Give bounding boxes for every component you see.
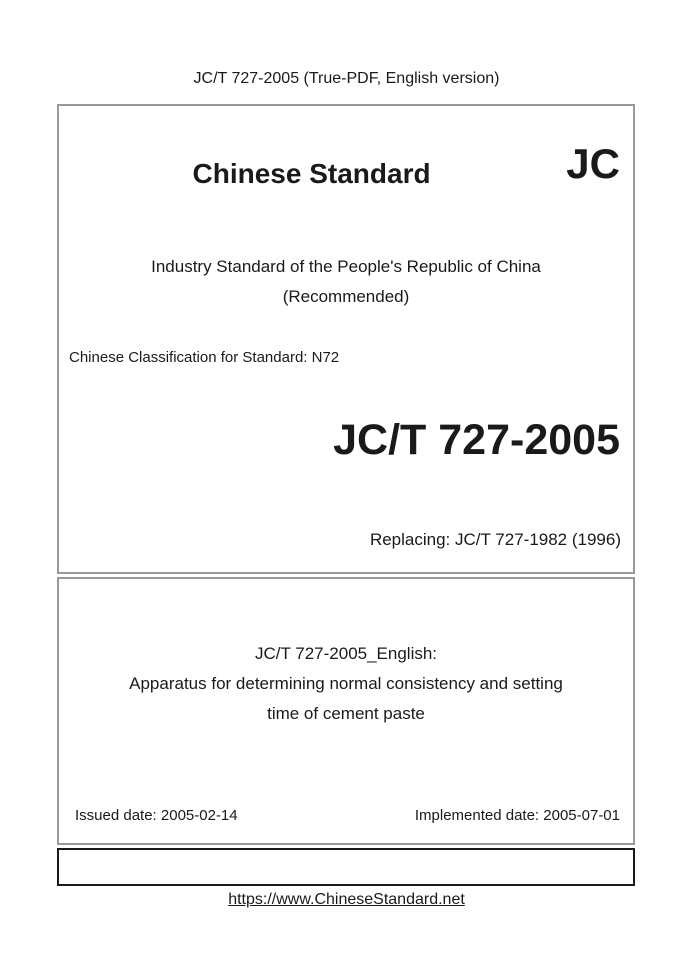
dates-row (75, 807, 620, 824)
implemented-date: Implemented date: 2005-07-01 (414, 807, 620, 824)
classification-code: Chinese Classification for Standard: N72 (69, 349, 340, 366)
document-title-line2: Apparatus for determining normal consistency and setting (129, 674, 563, 693)
org-statement-line1: Industry Standard of the People's Republic of China (151, 257, 541, 276)
document-title-line1: JC/T 727-2005_English: (254, 644, 438, 663)
document-header-line: JC/T 727-2005 (True-PDF, English version) (193, 70, 500, 87)
jc-logo: JC (566, 140, 620, 187)
title-section-box (57, 577, 635, 845)
website-link[interactable]: https://www.ChineseStandard.net (228, 891, 465, 908)
issued-date: Issued date: 2005-02-14 (75, 807, 238, 824)
document-title-line3: time of cement paste (267, 704, 425, 723)
org-statement-line2: (Recommended) (282, 287, 410, 306)
document-title (59, 639, 633, 729)
page-footer (0, 891, 693, 909)
standard-number: JC/T 727-2005 (333, 416, 620, 464)
brand-title: Chinese Standard (192, 158, 431, 189)
cover-main-box (57, 104, 635, 574)
org-statement (59, 252, 633, 312)
replacing-note: Replacing: JC/T 727-1982 (1996) (369, 530, 621, 549)
empty-note-box (57, 848, 635, 886)
